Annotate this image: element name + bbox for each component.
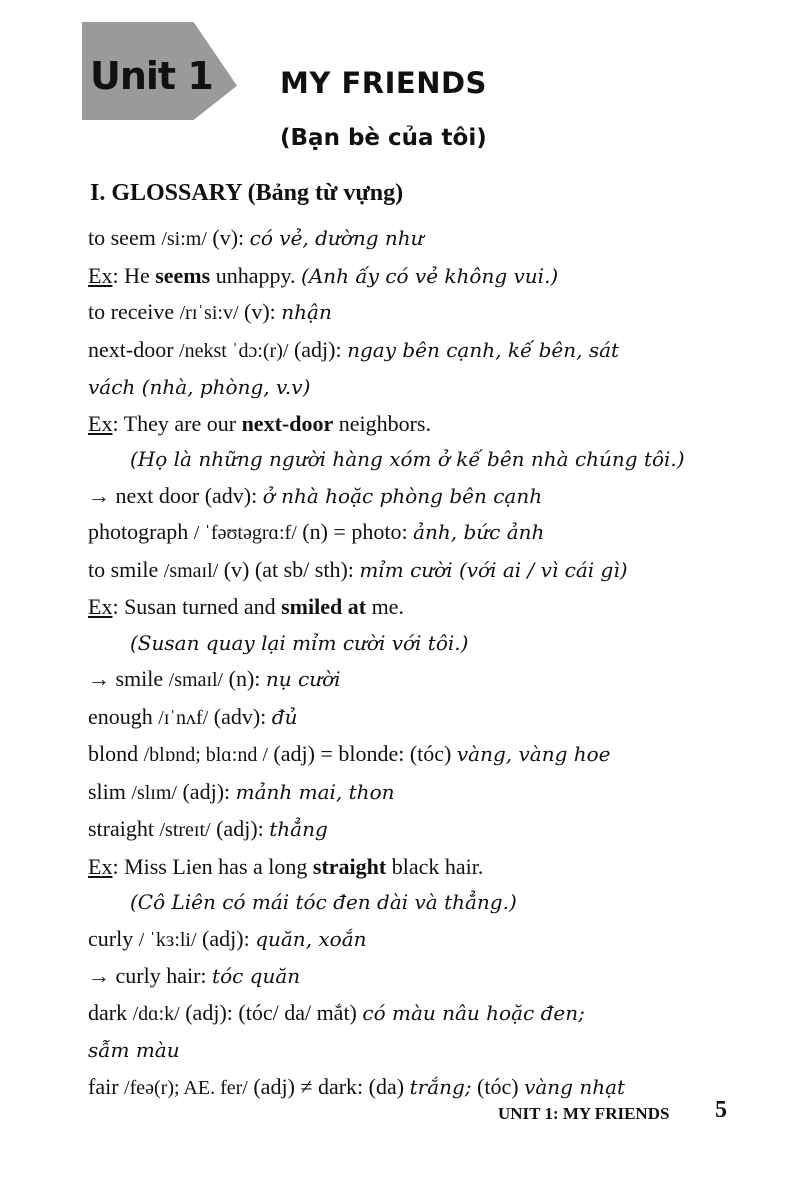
glossary-entry: [88, 294, 748, 332]
glossary-entry: [88, 220, 748, 258]
example-translation: (Cô Liên có mái tóc đen dài và thẳng.): [130, 890, 517, 914]
running-footer-title: UNIT 1: MY FRIENDS: [498, 1104, 670, 1123]
example-keyword: seems: [155, 262, 211, 288]
example-text: : Miss Lien has a long: [112, 853, 313, 879]
glossary-entry: [88, 699, 748, 737]
term: straight: [88, 816, 154, 841]
ipa: / ˈfəʊtəgrɑ:f/: [193, 522, 297, 544]
term: curly: [88, 925, 134, 951]
pos: (v):: [244, 299, 276, 324]
ex-label: Ex: [88, 410, 113, 436]
example-line: [88, 849, 748, 885]
term: curly hair:: [115, 963, 207, 988]
pos: (adj):: [202, 925, 250, 951]
derived-entry: [88, 661, 748, 699]
meaning: có vẻ, dường như: [249, 226, 424, 250]
unit-label: Unit 1: [90, 54, 213, 98]
example-keyword: straight: [312, 853, 387, 879]
glossary-entry: [88, 774, 748, 812]
meaning: tóc quăn: [212, 964, 301, 988]
pos: (adv):: [204, 482, 258, 508]
glossary-list: [88, 220, 748, 1106]
meaning: ngay bên cạnh, kế bên, sát: [347, 337, 620, 362]
unit-subtitle: (Bạn bè của tôi): [280, 125, 487, 151]
meaning: mỉm cười (với ai / vì cái gì): [359, 557, 628, 582]
example-text: : He: [112, 262, 156, 288]
pos: (adj) ≠ dark: (da): [253, 1073, 405, 1099]
meaning: sẫm màu: [88, 1038, 180, 1062]
example-translation: (Họ là những người hàng xóm ở kế bên nhà chúng tôi.): [130, 447, 685, 471]
meaning: mảnh mai, thon: [235, 779, 395, 804]
example-text: : Susan turned and: [112, 594, 282, 619]
meaning: đủ: [271, 704, 298, 729]
ex-label: Ex: [88, 262, 113, 288]
ex-label: Ex: [88, 594, 113, 619]
ipa: /si:m/: [161, 228, 207, 250]
pos: (adj):: [182, 778, 231, 804]
glossary-entry: [88, 552, 748, 590]
derived-entry: [88, 958, 748, 995]
example-text: black hair.: [386, 853, 484, 879]
arrow-icon: →: [88, 482, 110, 508]
pos: (tóc): [471, 1073, 525, 1099]
pos: (n) = photo:: [302, 519, 408, 544]
ipa: /streɪt/: [159, 819, 211, 841]
meaning: trắng;: [409, 1074, 472, 1099]
meaning: vàng nhạt: [524, 1074, 626, 1099]
ipa: /smaɪl/: [168, 669, 224, 691]
example-translation-line: [88, 884, 748, 921]
term: next-door: [88, 336, 174, 362]
term: smile: [115, 666, 164, 691]
example-translation-line: [88, 625, 748, 662]
example-line: [88, 406, 748, 442]
ipa: / ˈkɜ:li/: [138, 928, 197, 951]
ex-label: Ex: [88, 853, 113, 879]
meaning: vách (nhà, phòng, v.v): [88, 375, 311, 399]
arrow-icon: →: [88, 666, 110, 691]
pos: (adv):: [213, 703, 267, 729]
meaning: nhận: [281, 300, 332, 324]
example-keyword: smiled at: [281, 594, 367, 619]
section-title: I. GLOSSARY (Bảng từ vựng): [90, 180, 404, 206]
example-line: [88, 258, 748, 295]
glossary-entry: [88, 736, 748, 774]
meaning: có màu nâu hoặc đen;: [362, 1000, 585, 1025]
meaning: quăn, xoắn: [255, 926, 367, 951]
unit-title: MY FRIENDS: [280, 66, 487, 100]
term: to receive: [88, 299, 175, 324]
pos: (adj): (tóc/ da/ mắt): [185, 999, 357, 1025]
term: to seem: [88, 225, 156, 250]
term: blond: [88, 741, 139, 766]
meaning: nụ cười: [265, 667, 341, 691]
ipa: /ɪˈnʌf/: [158, 706, 209, 729]
meaning: thẳng: [269, 817, 328, 841]
glossary-continuation: [88, 1032, 748, 1069]
meaning: vàng, vàng hoe: [456, 742, 611, 766]
meaning: ở nhà hoặc phòng bên cạnh: [262, 483, 543, 508]
pos: (adj) = blonde: (tóc): [273, 741, 452, 766]
example-line: [88, 589, 748, 625]
term: dark: [88, 999, 128, 1025]
term: slim: [88, 778, 126, 804]
derived-entry: [88, 478, 748, 515]
example-text: me.: [366, 594, 404, 619]
example-translation-line: [88, 441, 748, 478]
example-text: neighbors.: [333, 410, 431, 436]
pos: (v):: [212, 225, 245, 250]
ipa: /blɒnd; blɑ:nd /: [143, 744, 268, 766]
glossary-entry: [88, 332, 748, 370]
example-keyword: next-door: [241, 410, 334, 436]
term: to smile: [88, 556, 159, 582]
ipa: /smaɪl/: [163, 559, 219, 582]
pos: (n):: [228, 666, 261, 691]
ipa: /slɪm/: [131, 781, 177, 804]
ipa: /nekst ˈdɔ:(r)/: [179, 339, 289, 362]
arrow-icon: →: [88, 963, 110, 988]
term: enough: [88, 703, 153, 729]
term: fair: [88, 1073, 119, 1099]
ipa: /dɑ:k/: [132, 1002, 180, 1025]
pos: (adj):: [293, 336, 342, 362]
pos: (adj):: [216, 816, 264, 841]
example-translation: (Susan quay lại mỉm cười với tôi.): [130, 630, 469, 655]
glossary-entry: [88, 921, 748, 959]
glossary-entry: [88, 514, 748, 552]
meaning: ảnh, bức ảnh: [413, 520, 545, 544]
glossary-entry: [88, 995, 748, 1033]
term: photograph: [88, 519, 189, 544]
pos: (v) (at sb/ sth):: [223, 556, 354, 582]
ipa: /feə(r); AE. fer/: [124, 1076, 248, 1099]
example-text: : They are our: [112, 410, 242, 436]
example-text: unhappy.: [210, 262, 302, 288]
glossary-entry: [88, 811, 748, 849]
glossary-continuation: [88, 369, 748, 406]
glossary-entry: [88, 1069, 748, 1107]
example-translation: (Anh ấy có vẻ không vui.): [301, 263, 559, 288]
page-number: 5: [715, 1097, 727, 1123]
ipa: /rɪˈsi:v/: [179, 302, 239, 324]
term: next door: [115, 482, 200, 508]
